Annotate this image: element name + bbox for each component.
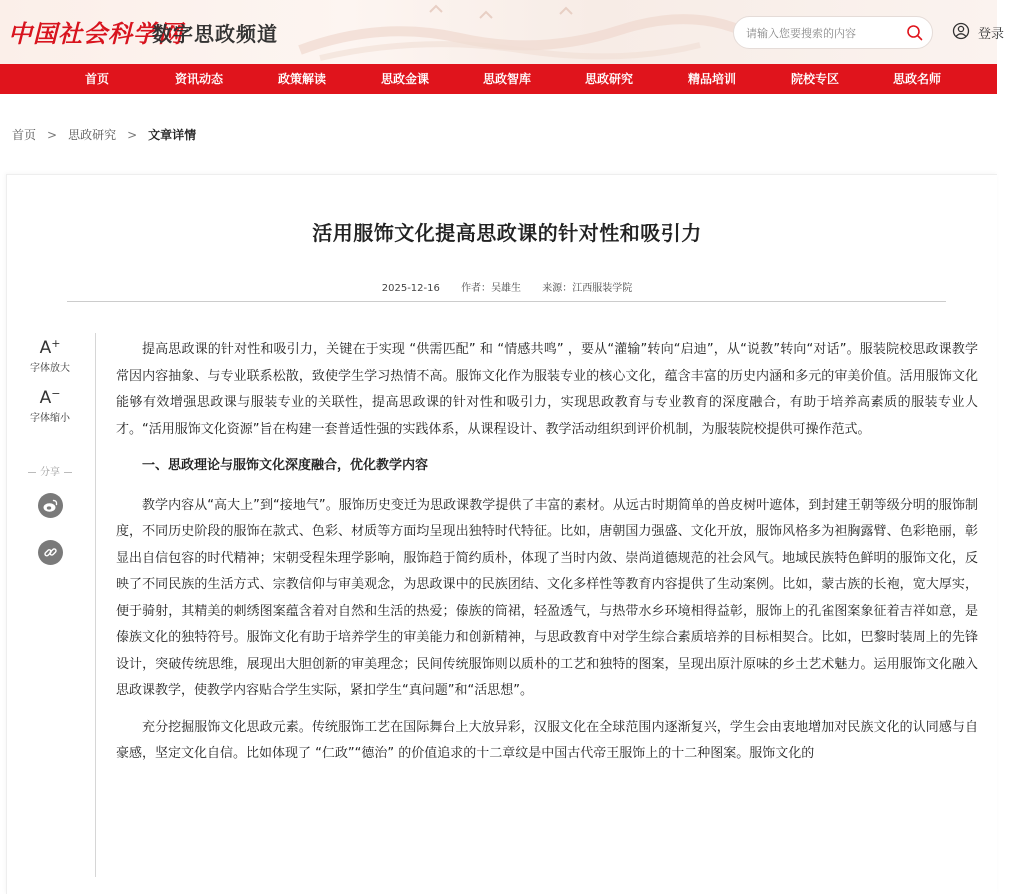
font-decrease-button[interactable] (24, 384, 76, 424)
article-author (461, 283, 521, 294)
search-input[interactable] (746, 24, 896, 42)
article-meta (0, 279, 1014, 294)
search-icon[interactable] (905, 23, 925, 43)
breadcrumb-separator: > (127, 128, 138, 142)
title-divider (67, 301, 946, 302)
site-header (0, 0, 1005, 64)
main-nav (0, 64, 997, 94)
author-name: 吴雄生 (491, 283, 522, 294)
breadcrumb-current: 文章详情 (148, 128, 197, 142)
source-label: 来源： (542, 283, 573, 294)
font-increase-icon: A+ (39, 337, 61, 358)
nav-item-policy[interactable]: 政策解读 (277, 72, 326, 86)
nav-item-teachers[interactable]: 思政名师 (892, 72, 941, 86)
nav-item-think-tank[interactable]: 思政智库 (482, 72, 531, 86)
breadcrumb (12, 126, 196, 143)
breadcrumb-separator: > (47, 128, 58, 142)
user-icon[interactable] (952, 22, 970, 40)
breadcrumb-section[interactable]: 思政研究 (68, 128, 117, 142)
author-label: 作者： (461, 283, 492, 294)
nav-item-home[interactable]: 首页 (84, 72, 109, 86)
article-paragraph: 充分挖掘服饰文化思政元素。传统服饰工艺在国际舞台上大放异彩，汉服文化在全球范围内逐渐复兴，学生会由衷地增加对民族文化的认同感与自豪感，坚定文化自信。比如体现了 “仁政”“德治” 的价值追求的十二章纹是中国古代帝王服饰上的十二种图案。服饰文化的 (116, 719, 978, 761)
section-heading: 一、思政理论与服饰文化深度融合，优化教学内容 (142, 458, 429, 473)
side-divider (95, 333, 96, 877)
nav-item-courses[interactable]: 思政金课 (380, 72, 429, 86)
nav-item-research[interactable]: 思政研究 (584, 72, 633, 86)
link-icon (42, 544, 59, 561)
font-decrease-icon: A− (39, 387, 61, 408)
font-decrease-label: 字体缩小 (30, 413, 70, 424)
login-link[interactable]: 登录 (978, 27, 1005, 42)
channel-name: 数字思政频道 (152, 22, 278, 46)
article-body (116, 337, 978, 778)
share-label: 分享 (24, 463, 76, 478)
weibo-share-button[interactable] (38, 493, 63, 518)
article-title: 活用服饰文化提高思政课的针对性和吸引力 (312, 221, 702, 245)
breadcrumb-home[interactable]: 首页 (12, 128, 37, 142)
source-name: 江西服装学院 (572, 283, 633, 294)
site-logo[interactable]: 中国社会科学网 (8, 19, 183, 48)
nav-item-colleges[interactable]: 院校专区 (790, 72, 839, 86)
article-date: 2025-12-16 (381, 283, 440, 294)
search-box (733, 16, 933, 49)
font-increase-button[interactable] (24, 334, 76, 374)
copy-link-button[interactable] (38, 540, 63, 565)
nav-item-news[interactable]: 资讯动态 (174, 72, 223, 86)
nav-item-training[interactable]: 精品培训 (687, 72, 736, 86)
font-increase-label: 字体放大 (30, 363, 70, 374)
article-source (542, 283, 632, 294)
weibo-icon (42, 497, 59, 514)
article-paragraph: 提高思政课的针对性和吸引力，关键在于实现 “供需匹配” 和 “情感共鸣” ，要从“灌输”转向“启迪”，从“说教”转向“对话”。服装院校思政课教学常因内容抽象、与专业联系松散，致使学生学习热情不高。服饰文化作为服装专业的核心文化，蕴含丰富的历史内涵和多元的审美价值。活用服饰文化能够有效增强思政课与服装专业的关联性，提高思政课的针对性和吸引力，实现思政教育与专业教育的深度融合，有助于培养高素质的服装专业人才。“活用服饰文化资源”旨在构建一套普适性强的实践体系，从课程设计、教学活动组织到评价机制，为服装院校提供可操作范式。 (116, 342, 978, 437)
article-paragraph: 教学内容从“高大上”到“接地气”。服饰历史变迁为思政课教学提供了丰富的素材。从远古时期简单的兽皮树叶遮体，到封建王朝等级分明的服饰制度，不同历史阶段的服饰在款式、色彩、材质等方面均呈现出独特时代特征。比如，唐朝国力强盛、文化开放，服饰风格多为袒胸露臂、色彩艳丽，彰显出自信包容的时代精神；宋朝受程朱理学影响，服饰趋于简约质朴，体现了当时内敛、崇尚道德规范的社会风气。地域民族特色鲜明的服饰文化，反映了不同民族的生活方式、宗教信仰与审美观念，为思政课中的民族团结、文化多样性等教育内容提供了生动案例。比如，蒙古族的长袍，宽大厚实，便于骑射，其精美的刺绣图案蕴含着对自然和生活的热爱；傣族的筒裙，轻盈透气，与热带水乡环境相得益彰，服饰上的孔雀图案象征着吉祥如意，是傣族文化的独特符号。服饰文化有助于培养学生的审美能力和创新精神，与思政教育中对学生综合素质培养的目标相契合。比如，巴黎时装周上的先锋设计，突破传统思维，展现出大胆创新的审美理念；民间传统服饰则以质朴的工艺和独特的图案，呈现出原汁原味的乡土艺术魅力。运用服饰文化融入思政课教学，使教学内容贴合学生实际，紧扣学生“真问题”和“活思想”。 (116, 497, 978, 698)
